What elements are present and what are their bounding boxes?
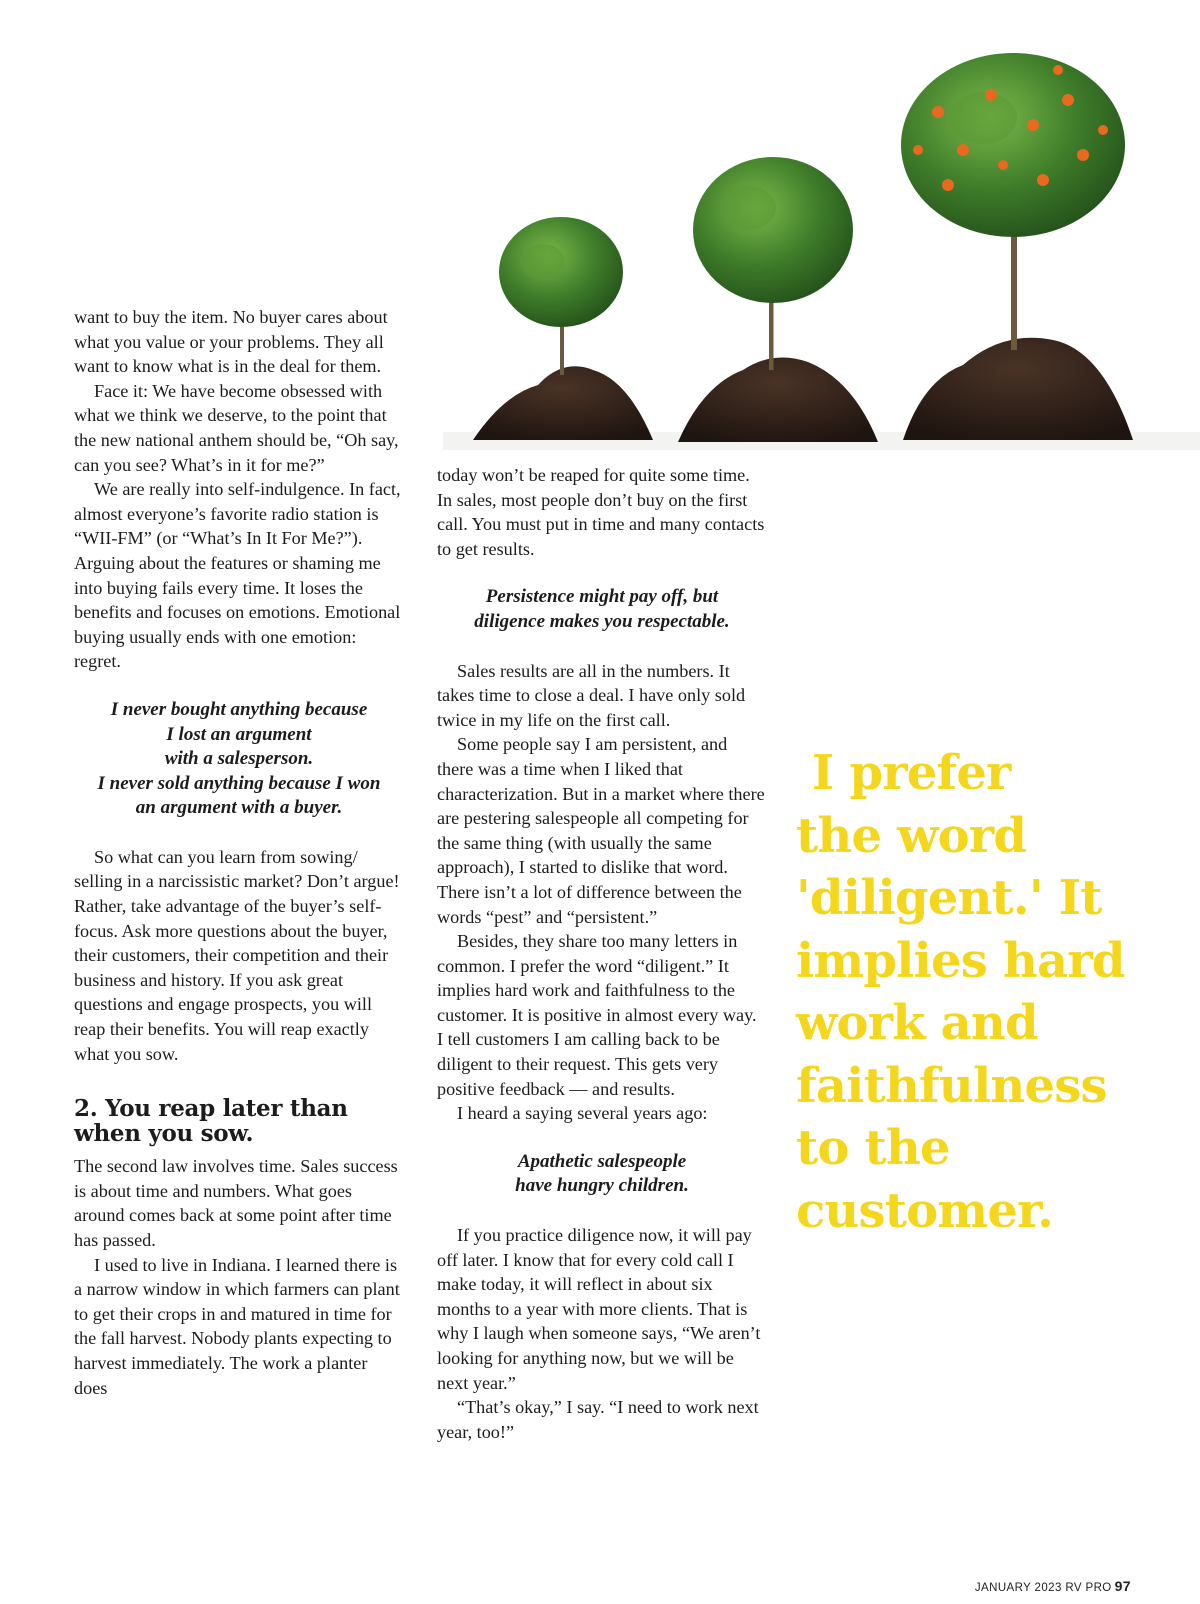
paragraph: So what can you learn from sowing/ selling in a narcissistic market? Don’t argue! Rather, take advantage of the buyer’s self-focus. Ask more questions about the buyer, their customers, their competition and their business and history. If you ask great questions and engage prospects, you will reap their benefits. You will reap exactly what you sow.	[74, 846, 400, 1064]
trees-growth-illustration	[443, 40, 1200, 450]
paragraph: want to buy the item. No buyer cares about what you value or your problems. They all want to know what is in the deal for them.	[74, 307, 388, 377]
paragraph: Sales results are all in the numbers. It takes time to close a deal. I have only sold twice in my life on the first call.	[437, 660, 746, 730]
pull-quote-line: Apathetic salespeople	[517, 1150, 687, 1172]
paragraph: I heard a saying several years ago:	[457, 1103, 708, 1124]
paragraph: Face it: We have become obsessed with what we think we deserve, to the point that the new national anthem should be, “Oh say, can you see? What’s in it for me?”	[74, 380, 399, 475]
pull-quote-line: an argument with a buyer.	[135, 797, 343, 819]
section-heading-line: when you sow.	[74, 1120, 254, 1148]
pull-quote-line: with a salesperson.	[164, 748, 314, 770]
article-column-1	[74, 305, 404, 1400]
pull-quote	[437, 1150, 767, 1199]
large-fruit-tree	[901, 53, 1133, 440]
pull-quote-line: I never sold anything because I won	[97, 772, 381, 794]
paragraph: today won’t be reaped for quite some time. In sales, most people don’t buy on the first call. You must put in time and many contacts to get results.	[437, 465, 765, 559]
section-heading	[74, 1096, 404, 1146]
pull-quote	[437, 585, 767, 634]
pull-quote-line: diligence makes you respectable.	[474, 610, 730, 632]
paragraph: We are really into self-indulgence. In fact, almost everyone’s favorite radio station is “WII-FM” (or “What’s In It For Me?”). Arguing about the features or shaming me into buying fails every time. It loses the benefits and focuses on emotions. Emotional buying usually ends with one emotion: regret.	[74, 479, 401, 672]
featured-quote: I prefer the word 'diligent.' It implies hard work and faithfulness to the customer.	[796, 745, 1125, 1239]
page-folio	[975, 1578, 1131, 1594]
paragraph: I used to live in Indiana. I learned there is a narrow window in which farmers can plant to get their crops in and matured in time for the fall harvest. Nobody plants expecting to harvest immediately. The work a planter does	[74, 1254, 400, 1398]
page-number: 97	[1114, 1578, 1131, 1594]
section-heading-line: 2. You reap later than	[74, 1095, 348, 1123]
pull-quote-line: I never bought anything because	[110, 698, 368, 720]
pull-quote-line: I lost an argument	[166, 723, 312, 745]
article-column-2	[437, 463, 767, 1444]
pull-quote-line: have hungry children.	[515, 1175, 689, 1197]
medium-tree	[678, 157, 878, 442]
pull-quote-line: Persistence might pay off, but	[485, 586, 719, 608]
paragraph: “That’s okay,” I say. “I need to work next year, too!”	[437, 1397, 759, 1442]
paragraph: If you practice diligence now, it will pay off later. I know that for every cold call I make today, it will reflect in about six months to a year with more clients. That is why I laugh when someone says, “We aren’t looking for anything now, but we will be next year.”	[437, 1225, 761, 1393]
paragraph: Besides, they share too many letters in common. I prefer the word “diligent.” It implies hard work and faithfulness to the customer. It is positive in almost every way. I tell customers I am calling back to be diligent to their request. This gets very positive feedback — and results.	[437, 931, 757, 1099]
issue-label: JANUARY 2023 RV PRO	[974, 1582, 1112, 1594]
paragraph: The second law involves time. Sales success is about time and numbers. What goes around comes back at some point after time has passed.	[74, 1156, 398, 1250]
paragraph: Some people say I am persistent, and there was a time when I liked that characterization. But in a market where there are pestering salespeople all competing for the same thing (with usually the same approach), I started to dislike that word. There isn’t a lot of difference between the words “pest” and “persistent.”	[437, 734, 765, 927]
small-tree	[473, 217, 653, 440]
pull-quote	[66, 698, 412, 821]
